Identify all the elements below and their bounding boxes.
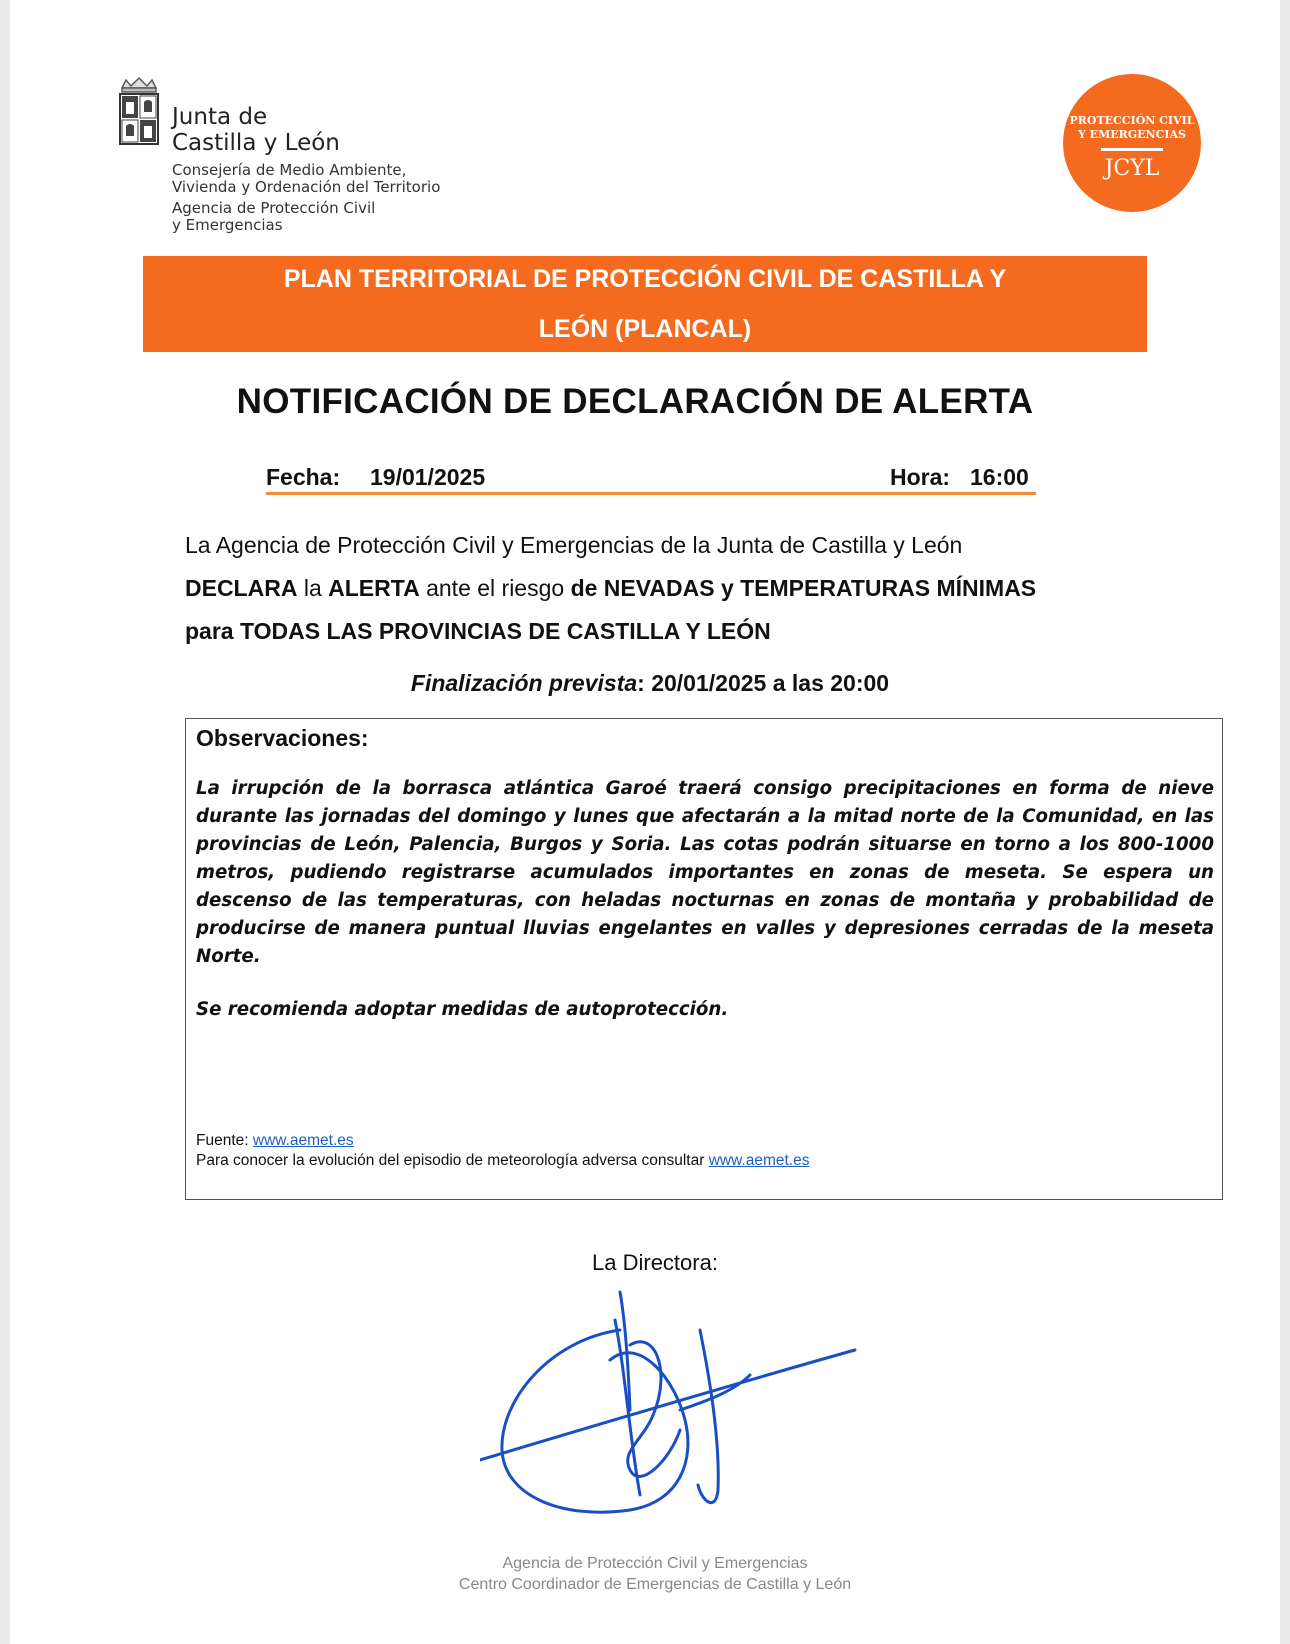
declaration-line1: La Agencia de Protección Civil y Emergencias de la Junta de Castilla y León	[185, 532, 963, 558]
footer	[10, 1553, 1290, 1595]
hora-value: 16:00	[970, 464, 1029, 490]
proteccion-civil-logo	[1063, 74, 1201, 212]
logo-jcyl: JCYL	[1104, 156, 1160, 181]
date-time-line	[266, 464, 1036, 495]
department-name: Consejería de Medio Ambiente, Vivienda y Ordenación del Territorio	[172, 161, 441, 196]
coat-of-arms-icon	[114, 74, 164, 156]
signature-label: La Directora:	[592, 1250, 718, 1275]
observaciones-box	[185, 718, 1223, 1200]
org-name: Junta de Castilla y León	[172, 104, 340, 156]
logo-divider	[1101, 148, 1163, 151]
declaration-line2: DECLARA la ALERTA ante el riesgo de NEVADAS y TEMPERATURAS MÍNIMAS	[185, 575, 1037, 601]
aemet-link[interactable]: www.aemet.es	[252, 1132, 354, 1149]
fecha-value: 19/01/2025	[370, 464, 486, 490]
finalizacion-prevista: Finalización prevista: 20/01/2025 a las 20:00	[410, 670, 890, 696]
hora-label: Hora:	[890, 464, 951, 490]
fuente-block: Fuente: www.aemet.es Para conocer la evolución del episodio de meteorología adversa consultar www.aemet.es	[196, 1132, 810, 1169]
declaration-line3: para TODAS LAS PROVINCIAS DE CASTILLA Y LEÓN	[185, 618, 771, 644]
footer-line2: Centro Coordinador de Emergencias de Castilla y León	[458, 1576, 852, 1593]
document-page	[10, 0, 1280, 1644]
agency-name: Agencia de Protección Civil y Emergencias	[172, 199, 376, 234]
handwritten-signature	[480, 1290, 890, 1530]
plan-banner: PLAN TERRITORIAL DE PROTECCIÓN CIVIL DE CASTILLA Y LEÓN (PLANCAL)	[143, 256, 1147, 352]
declaration-text	[185, 524, 1115, 653]
fecha-label: Fecha:	[266, 464, 341, 490]
page-title: NOTIFICACIÓN DE DECLARACIÓN DE ALERTA	[236, 382, 1034, 421]
observaciones-text: La irrupción de la borrasca atlántica Garoé traerá consigo precipitaciones en forma de nieve durante las jornadas del domingo y lunes que afectarán a la mitad norte de la Comunidad, en las provincias de León, Palencia, Burgos y Soria. Las cotas podrán situarse en torno a los 800-1000 metros, pudiendo registrarse acumulados importantes en zonas de meseta. Se espera un descenso de las temperaturas, con heladas nocturnas en zonas de montaña y probabilidad de producirse de manera puntual lluvias engelantes en valles y depresiones cerradas de la meseta Norte.	[196, 778, 1214, 967]
logo-text: PROTECCIÓN CIVIL Y EMERGENCIAS	[1069, 114, 1195, 141]
recomendacion-text: Se recomienda adoptar medidas de autoprotección.	[196, 999, 729, 1020]
footer-line1: Agencia de Protección Civil y Emergencias	[502, 1555, 808, 1572]
observaciones-title: Observaciones:	[196, 725, 369, 751]
aemet-link-consultar[interactable]: www.aemet.es	[708, 1152, 810, 1169]
